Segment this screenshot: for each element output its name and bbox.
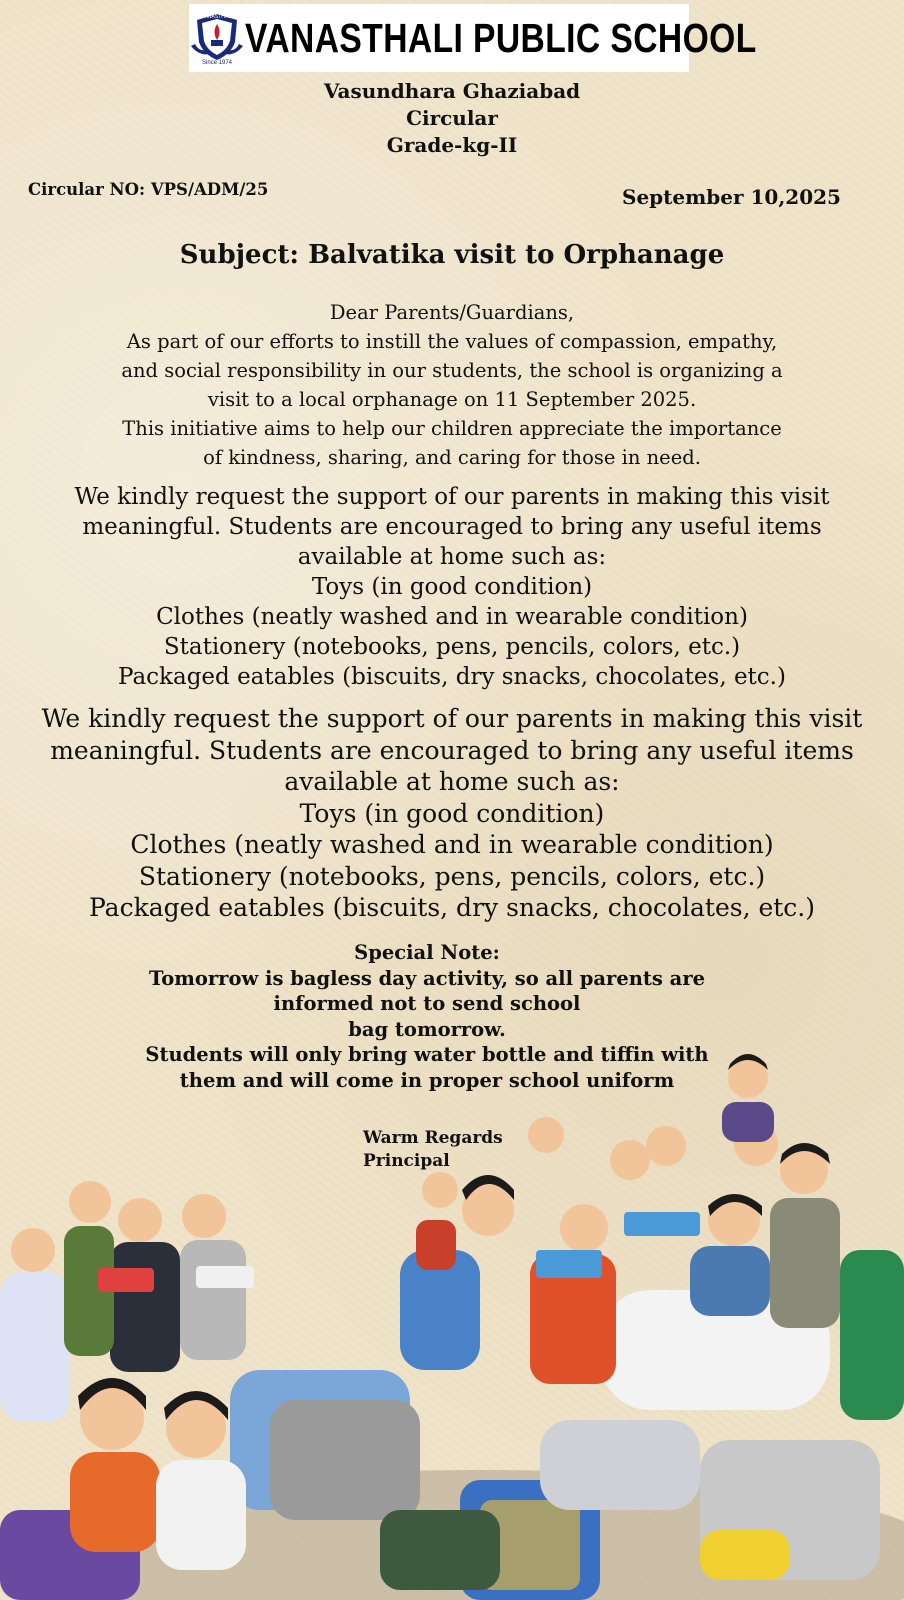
intro-line: of kindness, sharing, and caring for those in need. <box>203 446 701 469</box>
request-line: available at home such as: <box>297 544 607 570</box>
intro-line: visit to a local orphanage on 11 September 2025. <box>207 388 697 411</box>
request-line: We kindly request the support of our parents in making this visit <box>41 704 863 733</box>
subject-heading: Subject: Balvatika visit to Orphanage <box>179 240 725 270</box>
special-note-line: them and will come in proper school uniform <box>179 1068 675 1092</box>
request-line: meaningful. Students are encouraged to bring any useful items <box>50 735 854 765</box>
svg-text:VANASTHALI: VANASTHALI <box>201 14 233 20</box>
item-toys: Toys (in good condition) <box>299 798 605 828</box>
request-paragraph-repeat <box>0 703 904 924</box>
special-note-line: informed not to send school <box>273 992 581 1015</box>
school-header-banner <box>189 4 757 72</box>
item-toys: Toys (in good condition) <box>311 574 593 600</box>
intro-line: and social responsibility in our students, the school is organizing a <box>121 359 783 382</box>
special-note-line: bag tomorrow. <box>348 1017 506 1041</box>
school-crest-icon <box>189 10 245 62</box>
document-type: Circular <box>406 106 498 130</box>
children-donation-photo <box>0 1040 904 1600</box>
principal-title: Principal <box>363 1151 450 1171</box>
circular-date: September 10,2025 <box>622 185 841 209</box>
intro-paragraph <box>0 298 904 472</box>
circular-number: Circular NO: VPS/ADM/25 <box>28 180 269 199</box>
logo-since-text: Since 1974 <box>201 60 233 66</box>
item-stationery: Stationery (notebooks, pens, pencils, colors, etc.) <box>138 861 766 891</box>
warm-regards: Warm Regards <box>363 1128 503 1148</box>
item-eatables: Packaged eatables (biscuits, dry snacks, chocolates, etc.) <box>88 893 816 922</box>
request-line: meaningful. Students are encouraged to bring any useful items <box>82 514 822 540</box>
item-clothes: Clothes (neatly washed and in wearable condition) <box>156 604 748 630</box>
sign-off <box>363 1127 503 1173</box>
school-location: Vasundhara Ghaziabad <box>323 79 581 103</box>
request-line: available at home such as: <box>284 767 620 796</box>
intro-line: Dear Parents/Guardians, <box>329 301 575 324</box>
item-clothes: Clothes (neatly washed and in wearable condition) <box>130 830 774 859</box>
school-name: VANASTHALI PUBLIC SCHOOL <box>245 14 757 61</box>
grade-label: Grade-kg-II <box>386 133 518 157</box>
special-note-title: Special Note: <box>354 941 500 964</box>
item-stationery: Stationery (notebooks, pens, pencils, colors, etc.) <box>163 634 741 660</box>
special-note-line: Tomorrow is bagless day activity, so all parents are <box>148 966 706 990</box>
school-logo <box>189 4 245 72</box>
item-eatables: Packaged eatables (biscuits, dry snacks, chocolates, etc.) <box>118 664 786 690</box>
request-line: We kindly request the support of our parents in making this visit <box>74 484 830 510</box>
intro-line: This initiative aims to help our children appreciate the importance <box>122 417 782 440</box>
intro-line: As part of our efforts to instill the values of compassion, empathy, <box>126 330 778 353</box>
request-paragraph <box>0 482 904 692</box>
header-info <box>0 78 904 159</box>
special-note-line: Students will only bring water bottle and tiffin with <box>145 1043 709 1066</box>
